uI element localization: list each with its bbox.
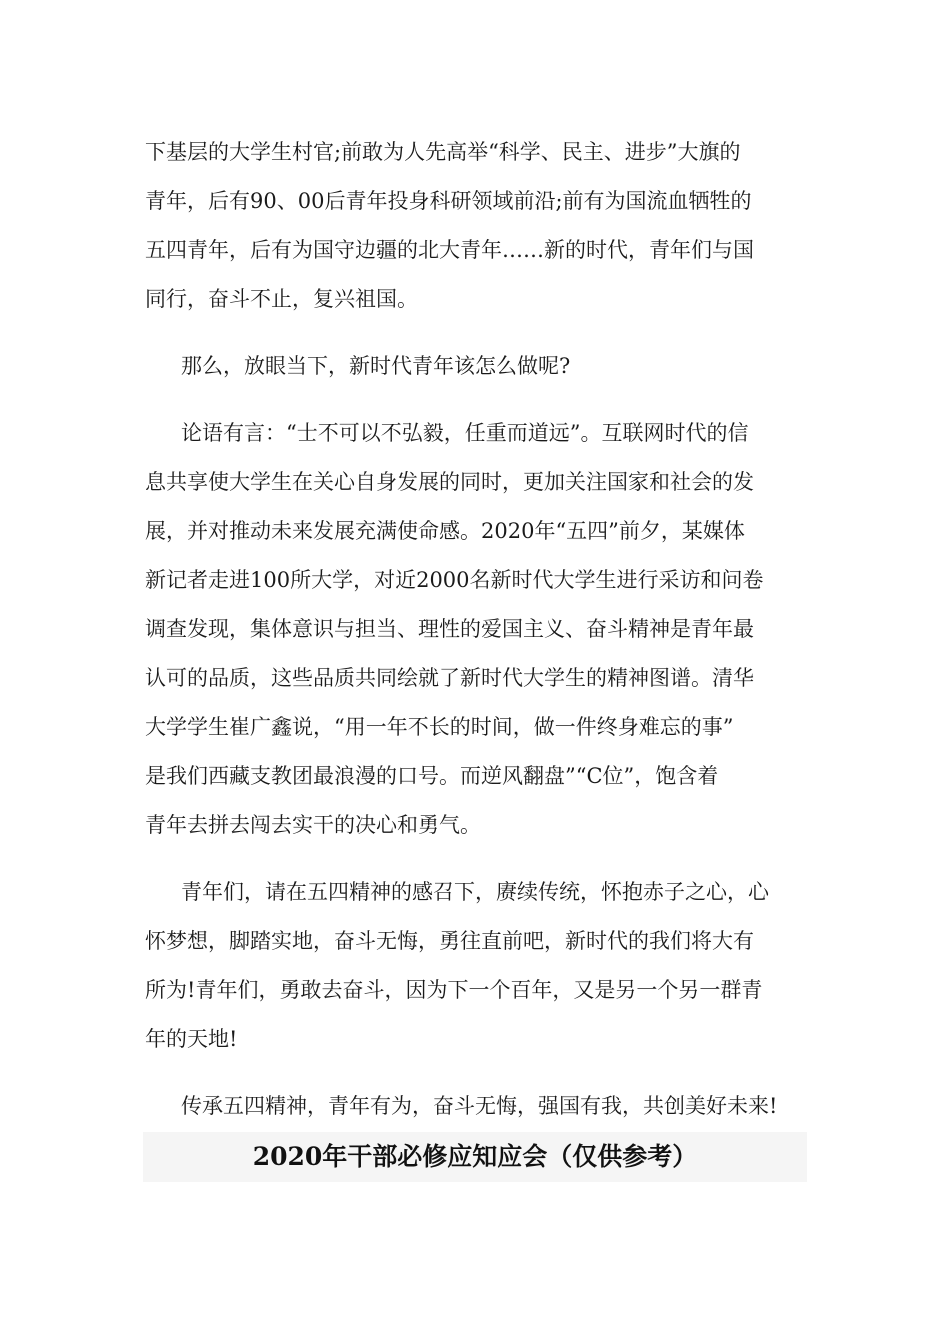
text-line: 息共享使大学生在关心自身发展的同时，更加关注国家和社会的发	[145, 470, 754, 494]
text-line: 展，并对推动未来发展充满使命感。2020年“五四”前夕，某媒体	[145, 519, 745, 543]
text-line: 传承五四精神，青年有为，奋斗无悔，强国有我，共创美好未来!	[181, 1094, 778, 1118]
text-line: 年的天地!	[145, 1027, 238, 1051]
article-body	[145, 128, 811, 1131]
text-line: 论语有言：“士不可以不弘毅，任重而道远”。互联网时代的信	[181, 421, 749, 445]
paragraph-2	[145, 342, 811, 391]
paragraph-4	[145, 868, 811, 1064]
text-line: 下基层的大学生村官;前敢为人先高举“科学、民主、进步”大旗的	[145, 140, 741, 164]
text-line: 青年，后有90、00后青年投身科研领域前沿;前有为国流血牺牲的	[145, 189, 752, 213]
text-line: 新记者走进100所大学，对近2000名新时代大学生进行采访和问卷	[145, 568, 764, 592]
text-line: 怀梦想，脚踏实地，奋斗无悔，勇往直前吧，新时代的我们将大有	[145, 929, 754, 953]
text-line: 调查发现，集体意识与担当、理性的爱国主义、奋斗精神是青年最	[145, 617, 754, 641]
text-line: 大学学生崔广鑫说，“用一年不长的时间，做一件终身难忘的事”	[145, 715, 734, 739]
paragraph-1	[145, 128, 811, 324]
text-line: 所为!青年们，勇敢去奋斗，因为下一个百年，又是另一个另一群青	[145, 978, 763, 1002]
text-line: 青年们，请在五四精神的感召下，赓续传统，怀抱赤子之心，心	[181, 880, 769, 904]
paragraph-3	[145, 409, 811, 850]
text-line: 五四青年，后有为国守边疆的北大青年……新的时代，青年们与国	[145, 238, 754, 262]
section-heading: 2020年干部必修应知应会（仅供参考）	[143, 1132, 807, 1182]
text-line: 青年去拼去闯去实干的决心和勇气。	[145, 813, 481, 837]
text-line: 是我们西藏支教团最浪漫的口号。而逆风翻盘”“C位”，饱含着	[145, 764, 719, 788]
paragraph-5	[145, 1082, 811, 1131]
text-line: 同行，奋斗不止，复兴祖国。	[145, 287, 418, 311]
text-line: 认可的品质，这些品质共同绘就了新时代大学生的精神图谱。清华	[145, 666, 754, 690]
text-line: 那么，放眼当下，新时代青年该怎么做呢?	[181, 354, 571, 378]
